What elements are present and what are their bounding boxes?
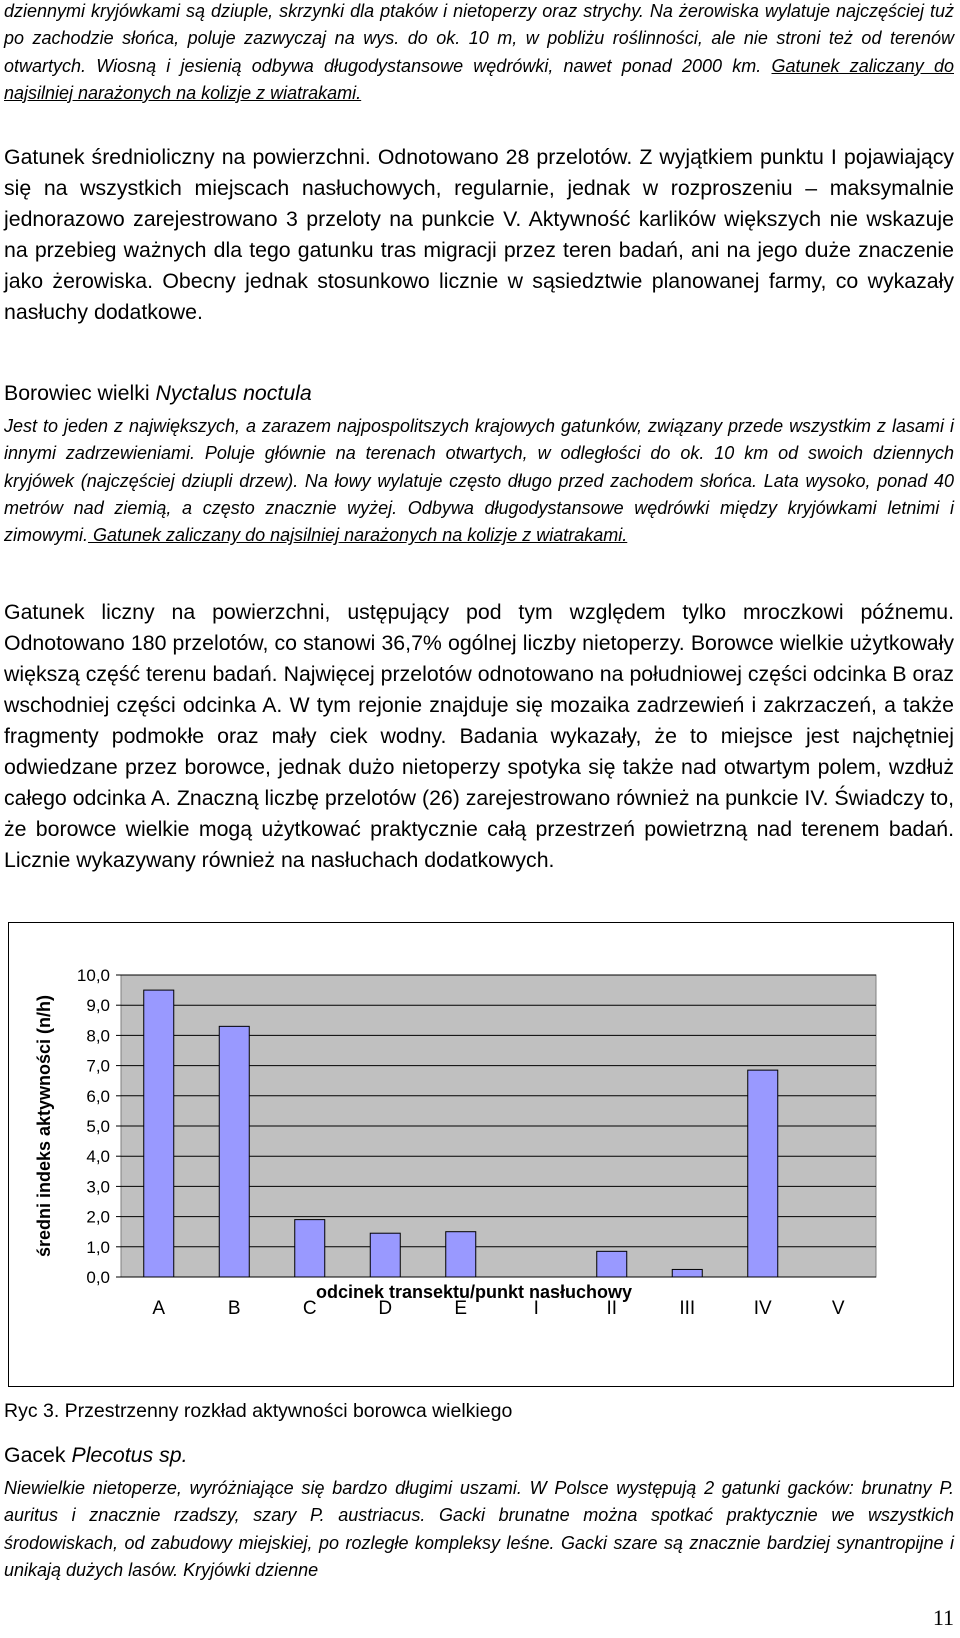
bar-A [144, 990, 174, 1277]
page-number: 11 [932, 1605, 954, 1630]
x-tick-label: V [831, 1298, 845, 1319]
top-italic-text: dziennymi kryjówkami są dziuple, skrzynki dla ptaków i nietoperzy oraz strychy. Na żerowiska wylatuje najczęściej tuż po zachodzie słońca, poluje zazwyczaj na wys. do ok. 10 m, w pobliżu roślinności, ale nie stroni też od terenów otwartych. Wiosną i jesienią odbywa długodystansowe wędrówki, nawet ponad 2000 km. [4, 1, 954, 76]
x-tick-label: D [378, 1298, 393, 1319]
x-tick-label: A [152, 1298, 166, 1319]
bar-E [446, 1232, 476, 1277]
top-italic-paragraph [4, 0, 954, 107]
chart-svg [8, 922, 954, 1387]
bar-III [672, 1269, 702, 1277]
x-tick-label: III [679, 1298, 696, 1319]
bar-IV [748, 1070, 778, 1277]
y-tick-label: 0,0 [86, 1268, 110, 1287]
y-tick-label: 6,0 [86, 1086, 110, 1106]
figure-caption: Ryc 3. Przestrzenny rozkład aktywności borowca wielkiego [4, 1400, 513, 1422]
y-tick-label: 7,0 [86, 1056, 110, 1076]
x-tick-label: II [606, 1298, 618, 1319]
y-tick-label: 9,0 [86, 996, 110, 1016]
y-tick-label: 8,0 [86, 1026, 110, 1046]
gacek-description: Niewielkie nietoperze, wyróżniające się bardzo długimi uszami. W Polsce występują 2 gatunki gacków: brunatny P. auritus i znacznie rzadszy, szary P. austriacus. Gacki brunatne można spotkać praktycznie we wszystkich środowiskach, od zabudowy miejskiej, po rozległe kompleksy leśne. Gacki szare są znacznie bardziej synantropijne i unikają dużych lasów. Kryjówki dzienne [4, 1478, 954, 1580]
section-heading-gacek [4, 1443, 188, 1468]
borowiec-description [4, 413, 954, 549]
section-heading-borowiec [4, 381, 312, 406]
x-tick-label: C [302, 1298, 317, 1319]
bar-C [295, 1220, 325, 1277]
paragraph-1: Gatunek średnioliczny na powierzchni. Odnotowano 28 przelotów. Z wyjątkiem punktu I pojawiający się na wszystkich miejscach nasłuchowych, regularnie, jednak w rozproszeniu – maksymalnie jednorazowo zarejestrowano 3 przeloty na punkcie V. Aktywność karlików większych nie wskazuje na przebieg ważnych dla tego gatunku tras migracji przez teren badań, ani na jego duże znaczenie jako żerowiska. Obecny jednak stosunkowo licznie w sąsiedztwie planowanej farmy, co wykazały nasłuchy dodatkowe. [4, 145, 954, 324]
y-tick-label: 10,0 [76, 966, 110, 985]
species-name: Borowiec wielki [4, 381, 150, 405]
borowiec-desc-text: Jest to jeden z największych, a zarazem najpospolitszych krajowych gatunków, związany przede wszystkim z lasami i innymi zadrzewieniami. Poluje głównie na terenach otwartych, w odległości do ok. 10 km od swoich dziennych kryjówek (najczęściej dziupli drzew). Na łowy wylatuje często długo przed zachodem słońca. Lata wysoko, ponad 40 metrów nad ziemią, a często znacznie wyżej. Odbywa długodystansowe wędrówki między kryjówkami letnimi i zimowymi. [4, 416, 954, 546]
gacek-name: Gacek [4, 1443, 66, 1467]
y-axis-label: średni indeks aktywności (n/h) [34, 994, 54, 1258]
x-tick-label: I [533, 1298, 539, 1319]
bar-D [370, 1233, 400, 1277]
bar-II [597, 1251, 627, 1277]
x-tick-label: E [454, 1298, 468, 1319]
top-italic-underlined: Gatunek zaliczany do najsilniej narażonych na kolizje z wiatrakami. [4, 55, 954, 103]
y-tick-label: 3,0 [86, 1177, 110, 1197]
y-tick-label: 1,0 [86, 1237, 110, 1257]
x-tick-label: IV [753, 1298, 772, 1319]
borowiec-body: Gatunek liczny na powierzchni, ustępujący pod tym względem tylko mroczkowi późnemu. Odnotowano 180 przelotów, co stanowi 36,7% ogólnej liczby nietoperzy. Borowce wielkie użytkowały większą część terenu badań. Najwięcej przelotów odnotowano na południowej części odcinka B oraz wschodniej części odcinka A. W tym rejonie znajduje się mozaika zadrzewień i zakrzaczeń, a także fragmenty podmokłe oraz mały ciek wodny. Badania wykazały, że to miejsce jest najchętniej odwiedzane przez borowce, jednak dużo nietoperzy spotyka się także nad otwartym polem, wzdłuż całego odcinka A. Znaczną liczbę przelotów (26) zarejestrowano również na punkcie IV. Świadczy to, że borowce wielkie mogą użytkować praktycznie całą przestrzeń powietrzną nad terenem badań. Licznie wykazywany również na nasłuchach dodatkowych. [4, 600, 954, 872]
y-tick-label: 4,0 [86, 1147, 110, 1167]
y-tick-label: 5,0 [86, 1117, 110, 1136]
gacek-latin: Plecotus sp. [71, 1443, 188, 1467]
x-axis-label: odcinek transektu/punkt nasłuchowy [315, 1282, 633, 1302]
activity-chart [8, 922, 954, 1387]
x-tick-label: B [227, 1298, 241, 1319]
borowiec-desc-underlined: Gatunek zaliczany do najsilniej narażonych na kolizje z wiatrakami. [88, 525, 628, 546]
y-tick-label: 2,0 [86, 1207, 110, 1227]
species-latin: Nyctalus noctula [155, 381, 312, 405]
bar-B [219, 1026, 249, 1277]
